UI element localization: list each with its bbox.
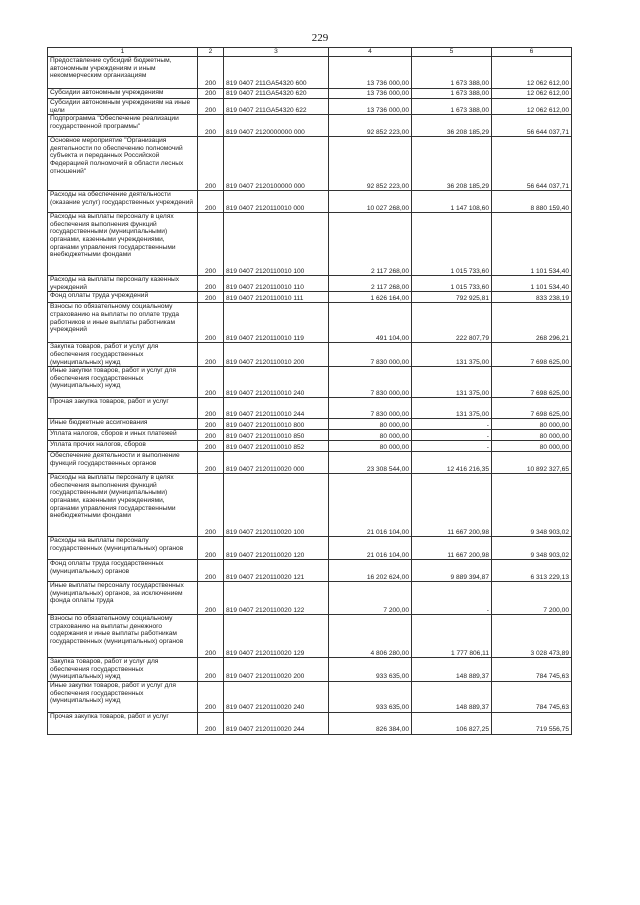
row-name-cell: Расходы на выплаты персоналу в целях обеспечения выполнения функций государственными (муниципальными) органами, казенными учреждениями, органами управления государственными внебюджетными фондами bbox=[48, 474, 198, 537]
row-col6-cell: 1 101 534,40 bbox=[492, 276, 572, 292]
row-col4-cell: 23 308 544,00 bbox=[329, 452, 412, 474]
row-col6-cell: 12 062 612,00 bbox=[492, 89, 572, 99]
row-name-cell: Предоставление субсидий бюджетным, автономным учреждениям и иным некоммерческим организациям bbox=[48, 57, 198, 89]
row-col6-cell: 6 313 229,13 bbox=[492, 560, 572, 582]
row-col4-cell: 21 016 104,00 bbox=[329, 537, 412, 560]
row-code-cell: 200 bbox=[198, 419, 224, 430]
row-name-cell: Закупка товаров, работ и услуг для обеспечения государственных (муниципальных) нужд bbox=[48, 343, 198, 367]
row-col5-cell: 148 889,37 bbox=[412, 658, 492, 682]
row-col5-cell: - bbox=[412, 419, 492, 430]
row-name-cell: Иные бюджетные ассигнования bbox=[48, 419, 198, 430]
row-col6-cell: 719 556,75 bbox=[492, 712, 572, 734]
column-header: 6 bbox=[492, 48, 572, 57]
row-code-cell: 200 bbox=[198, 213, 224, 276]
row-col6-cell: 80 000,00 bbox=[492, 430, 572, 441]
row-col6-cell: 784 745,63 bbox=[492, 681, 572, 712]
row-col5-cell: 792 925,81 bbox=[412, 292, 492, 303]
row-code-cell: 200 bbox=[198, 615, 224, 658]
row-name-cell: Уплата прочих налогов, сборов bbox=[48, 441, 198, 452]
row-col6-cell: 56 644 037,71 bbox=[492, 137, 572, 191]
row-col4-cell: 7 830 000,00 bbox=[329, 367, 412, 398]
row-code-cell: 200 bbox=[198, 398, 224, 419]
column-header: 3 bbox=[224, 48, 329, 57]
row-col4-cell: 7 830 000,00 bbox=[329, 398, 412, 419]
row-col4-cell: 16 202 624,00 bbox=[329, 560, 412, 582]
table-row bbox=[48, 276, 572, 292]
row-classification-cell: 819 0407 2120110020 122 bbox=[224, 582, 329, 615]
row-code-cell: 200 bbox=[198, 537, 224, 560]
row-classification-cell: 819 0407 2120110010 119 bbox=[224, 303, 329, 343]
row-name-cell: Субсидии автономным учреждениям на иные цели bbox=[48, 99, 198, 115]
row-classification-cell: 819 0407 2120110020 244 bbox=[224, 712, 329, 734]
table-row bbox=[48, 658, 572, 682]
row-name-cell: Закупка товаров, работ и услуг для обеспечения государственных (муниципальных) нужд bbox=[48, 658, 198, 682]
row-col5-cell: 11 667 200,98 bbox=[412, 474, 492, 537]
row-code-cell: 200 bbox=[198, 712, 224, 734]
row-col6-cell: 7 200,00 bbox=[492, 582, 572, 615]
row-col5-cell: 36 208 185,29 bbox=[412, 115, 492, 137]
column-header: 1 bbox=[48, 48, 198, 57]
row-col4-cell: 491 104,00 bbox=[329, 303, 412, 343]
table-row bbox=[48, 99, 572, 115]
row-col4-cell: 92 852 223,00 bbox=[329, 115, 412, 137]
table-row bbox=[48, 430, 572, 441]
table-row bbox=[48, 343, 572, 367]
row-code-cell: 200 bbox=[198, 658, 224, 682]
row-classification-cell: 819 0407 211GA54320 620 bbox=[224, 89, 329, 99]
table-row bbox=[48, 537, 572, 560]
row-name-cell: Прочая закупка товаров, работ и услуг bbox=[48, 398, 198, 419]
row-col6-cell: 12 062 612,00 bbox=[492, 99, 572, 115]
row-code-cell: 200 bbox=[198, 560, 224, 582]
row-col5-cell: - bbox=[412, 582, 492, 615]
row-code-cell: 200 bbox=[198, 276, 224, 292]
table-row bbox=[48, 712, 572, 734]
table-row bbox=[48, 560, 572, 582]
row-name-cell: Уплата налогов, сборов и иных платежей bbox=[48, 430, 198, 441]
row-classification-cell: 819 0407 2120110010 200 bbox=[224, 343, 329, 367]
row-col6-cell: 3 028 473,89 bbox=[492, 615, 572, 658]
row-name-cell: Расходы на выплаты персоналу государственных (муниципальных) органов bbox=[48, 537, 198, 560]
row-name-cell: Иные закупки товаров, работ и услуг для обеспечения государственных (муниципальных) нужд bbox=[48, 681, 198, 712]
row-col4-cell: 80 000,00 bbox=[329, 441, 412, 452]
row-col5-cell: 1 673 388,00 bbox=[412, 89, 492, 99]
row-col6-cell: 7 698 625,00 bbox=[492, 398, 572, 419]
row-col6-cell: 9 348 903,02 bbox=[492, 537, 572, 560]
table-row bbox=[48, 89, 572, 99]
table-row bbox=[48, 303, 572, 343]
row-col5-cell: 1 673 388,00 bbox=[412, 99, 492, 115]
row-col5-cell: 9 889 394,87 bbox=[412, 560, 492, 582]
row-col4-cell: 13 736 000,00 bbox=[329, 99, 412, 115]
row-name-cell: Иные выплаты персоналу государственных (муниципальных) органов, за исключением фонда оплаты труда bbox=[48, 582, 198, 615]
row-code-cell: 200 bbox=[198, 292, 224, 303]
row-col4-cell: 21 016 104,00 bbox=[329, 474, 412, 537]
row-col6-cell: 80 000,00 bbox=[492, 441, 572, 452]
row-code-cell: 200 bbox=[198, 343, 224, 367]
row-classification-cell: 819 0407 2120100000 000 bbox=[224, 137, 329, 191]
row-col4-cell: 2 117 268,00 bbox=[329, 213, 412, 276]
row-col5-cell: 1 777 806,11 bbox=[412, 615, 492, 658]
row-col4-cell: 13 736 000,00 bbox=[329, 89, 412, 99]
page-number: 229 bbox=[311, 32, 329, 44]
row-col5-cell: 106 827,25 bbox=[412, 712, 492, 734]
row-classification-cell: 819 0407 2120110010 100 bbox=[224, 213, 329, 276]
row-name-cell: Расходы на выплаты персоналу в целях обеспечения выполнения функций государственными (муниципальными) органами, казенными учреждениями, органами управления государственными внебюджетными фондами bbox=[48, 213, 198, 276]
row-col6-cell: 7 698 625,00 bbox=[492, 367, 572, 398]
row-classification-cell: 819 0407 2120110020 121 bbox=[224, 560, 329, 582]
row-classification-cell: 819 0407 2120110020 120 bbox=[224, 537, 329, 560]
row-col5-cell: 131 375,00 bbox=[412, 367, 492, 398]
row-col4-cell: 933 635,00 bbox=[329, 658, 412, 682]
table-row bbox=[48, 441, 572, 452]
row-classification-cell: 819 0407 2120110020 129 bbox=[224, 615, 329, 658]
row-col4-cell: 2 117 268,00 bbox=[329, 276, 412, 292]
row-col6-cell: 268 296,21 bbox=[492, 303, 572, 343]
row-col5-cell: 131 375,00 bbox=[412, 343, 492, 367]
row-col5-cell: 12 416 216,35 bbox=[412, 452, 492, 474]
row-col5-cell: 131 375,00 bbox=[412, 398, 492, 419]
row-code-cell: 200 bbox=[198, 430, 224, 441]
table-row bbox=[48, 367, 572, 398]
row-classification-cell: 819 0407 2120000000 000 bbox=[224, 115, 329, 137]
row-col4-cell: 1 626 164,00 bbox=[329, 292, 412, 303]
table-row bbox=[48, 582, 572, 615]
table-header-row bbox=[48, 48, 572, 57]
table-row bbox=[48, 292, 572, 303]
row-name-cell: Субсидии автономным учреждениям bbox=[48, 89, 198, 99]
table-row bbox=[48, 398, 572, 419]
row-code-cell: 200 bbox=[198, 115, 224, 137]
row-col6-cell: 1 101 534,40 bbox=[492, 213, 572, 276]
row-classification-cell: 819 0407 2120110010 240 bbox=[224, 367, 329, 398]
row-classification-cell: 819 0407 2120110010 800 bbox=[224, 419, 329, 430]
column-header: 2 bbox=[198, 48, 224, 57]
row-name-cell: Фонд оплаты труда государственных (муниципальных) органов bbox=[48, 560, 198, 582]
row-name-cell: Иные закупки товаров, работ и услуг для обеспечения государственных (муниципальных) нужд bbox=[48, 367, 198, 398]
row-code-cell: 200 bbox=[198, 303, 224, 343]
row-code-cell: 200 bbox=[198, 137, 224, 191]
row-col4-cell: 933 635,00 bbox=[329, 681, 412, 712]
table-row bbox=[48, 419, 572, 430]
row-col5-cell: 1 015 733,60 bbox=[412, 213, 492, 276]
table-row bbox=[48, 615, 572, 658]
row-col5-cell: - bbox=[412, 441, 492, 452]
row-col6-cell: 10 892 327,65 bbox=[492, 452, 572, 474]
row-col4-cell: 7 830 000,00 bbox=[329, 343, 412, 367]
row-name-cell: Обеспечение деятельности и выполнение функций государственных органов bbox=[48, 452, 198, 474]
row-classification-cell: 819 0407 2120110020 000 bbox=[224, 452, 329, 474]
row-code-cell: 200 bbox=[198, 57, 224, 89]
row-classification-cell: 819 0407 2120110020 200 bbox=[224, 658, 329, 682]
row-name-cell: Прочая закупка товаров, работ и услуг bbox=[48, 712, 198, 734]
row-col6-cell: 80 000,00 bbox=[492, 419, 572, 430]
row-col5-cell: - bbox=[412, 430, 492, 441]
row-classification-cell: 819 0407 2120110010 111 bbox=[224, 292, 329, 303]
row-col6-cell: 56 644 037,71 bbox=[492, 115, 572, 137]
row-col6-cell: 833 238,19 bbox=[492, 292, 572, 303]
row-col6-cell: 9 348 903,02 bbox=[492, 474, 572, 537]
row-col5-cell: 1 147 108,60 bbox=[412, 191, 492, 213]
row-col4-cell: 10 027 268,00 bbox=[329, 191, 412, 213]
row-code-cell: 200 bbox=[198, 681, 224, 712]
budget-table bbox=[47, 47, 572, 735]
row-code-cell: 200 bbox=[198, 582, 224, 615]
row-name-cell: Основное мероприятие "Организация деятельности по обеспечению полномочий субъекта и переданных Российской Федерацией полномочий в области лесных отношений" bbox=[48, 137, 198, 191]
row-col4-cell: 80 000,00 bbox=[329, 419, 412, 430]
table-row bbox=[48, 474, 572, 537]
table-row bbox=[48, 213, 572, 276]
row-col4-cell: 13 736 000,00 bbox=[329, 57, 412, 89]
table-row bbox=[48, 115, 572, 137]
row-code-cell: 200 bbox=[198, 89, 224, 99]
row-col5-cell: 148 889,37 bbox=[412, 681, 492, 712]
row-col4-cell: 92 852 223,00 bbox=[329, 137, 412, 191]
row-col6-cell: 12 062 612,00 bbox=[492, 57, 572, 89]
row-col4-cell: 80 000,00 bbox=[329, 430, 412, 441]
row-col4-cell: 826 384,00 bbox=[329, 712, 412, 734]
row-col5-cell: 36 208 185,29 bbox=[412, 137, 492, 191]
row-code-cell: 200 bbox=[198, 452, 224, 474]
table-row bbox=[48, 452, 572, 474]
row-code-cell: 200 bbox=[198, 441, 224, 452]
row-classification-cell: 819 0407 2120110010 244 bbox=[224, 398, 329, 419]
row-name-cell: Расходы на обеспечение деятельности (оказание услуг) государственных учреждений bbox=[48, 191, 198, 213]
row-col5-cell: 222 807,79 bbox=[412, 303, 492, 343]
row-col4-cell: 4 806 280,00 bbox=[329, 615, 412, 658]
column-header: 4 bbox=[329, 48, 412, 57]
row-classification-cell: 819 0407 2120110010 852 bbox=[224, 441, 329, 452]
row-code-cell: 200 bbox=[198, 99, 224, 115]
row-name-cell: Расходы на выплаты персоналу казенных учреждений bbox=[48, 276, 198, 292]
row-code-cell: 200 bbox=[198, 191, 224, 213]
row-name-cell: Подпрограмма "Обеспечение реализации государственной программы" bbox=[48, 115, 198, 137]
table-row bbox=[48, 191, 572, 213]
row-classification-cell: 819 0407 2120110010 000 bbox=[224, 191, 329, 213]
row-name-cell: Фонд оплаты труда учреждений bbox=[48, 292, 198, 303]
row-classification-cell: 819 0407 211GA54320 622 bbox=[224, 99, 329, 115]
row-name-cell: Взносы по обязательному социальному страхованию на выплаты по оплате труда работников и иные выплаты работникам учреждений bbox=[48, 303, 198, 343]
table-row bbox=[48, 137, 572, 191]
table-row bbox=[48, 57, 572, 89]
column-header: 5 bbox=[412, 48, 492, 57]
table-row bbox=[48, 681, 572, 712]
row-col5-cell: 1 015 733,60 bbox=[412, 276, 492, 292]
row-classification-cell: 819 0407 211GA54320 600 bbox=[224, 57, 329, 89]
row-classification-cell: 819 0407 2120110010 850 bbox=[224, 430, 329, 441]
row-name-cell: Взносы по обязательному социальному страхованию на выплаты денежного содержания и иные выплаты работникам государственных (муниципальных) органов bbox=[48, 615, 198, 658]
row-col6-cell: 7 698 625,00 bbox=[492, 343, 572, 367]
row-col6-cell: 784 745,63 bbox=[492, 658, 572, 682]
row-col5-cell: 1 673 388,00 bbox=[412, 57, 492, 89]
row-classification-cell: 819 0407 2120110010 110 bbox=[224, 276, 329, 292]
row-code-cell: 200 bbox=[198, 474, 224, 537]
row-classification-cell: 819 0407 2120110020 100 bbox=[224, 474, 329, 537]
row-classification-cell: 819 0407 2120110020 240 bbox=[224, 681, 329, 712]
row-col4-cell: 7 200,00 bbox=[329, 582, 412, 615]
row-col5-cell: 11 667 200,98 bbox=[412, 537, 492, 560]
row-col6-cell: 8 880 159,40 bbox=[492, 191, 572, 213]
row-code-cell: 200 bbox=[198, 367, 224, 398]
